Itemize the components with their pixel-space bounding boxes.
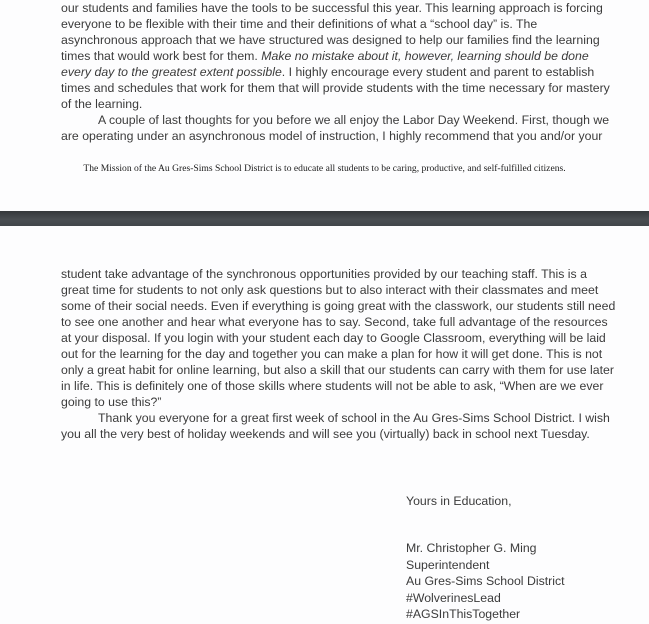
page1-paragraphs <box>61 0 610 144</box>
text-line: at your disposal. If you login with your student each day to Google Classroom, everything will be laid <box>61 331 606 345</box>
text-line: everyone to be flexible with their time and their definitions of what a “school day” is. The <box>61 17 538 31</box>
text-line: great time for students to not only ask questions but to also interact with their classmates and meet <box>61 283 599 297</box>
text-line: #WolverinesLead <box>406 590 501 605</box>
text-line: only a great habit for online learning, but also a skill that our students can carry with them for use later <box>61 363 614 377</box>
document-page-2 <box>0 226 649 624</box>
text-line: in life. This is definitely one of those skills where students will not be able to ask, “When are we ever <box>61 379 604 393</box>
text-line: our students and families have the tools to be successful this year. This learning approach is forcing <box>61 1 603 15</box>
text-line: asynchronous approach that we have structured was designed to help our families find the learning <box>61 33 600 47</box>
text-line: every day to the greatest extent possible. I highly encourage every student and parent to establish <box>61 65 595 79</box>
text-line: Au Gres-Sims School District <box>406 574 565 588</box>
text-line: times and schedules that work for them that will provide students with the time necessary for mastery <box>61 81 610 95</box>
text-line: to see one another and hear what everyone has to say. Second, take full advantage of the resources <box>61 315 608 329</box>
text-line: Superintendent <box>406 557 490 572</box>
text-line: A couple of last thoughts for you before we all enjoy the Labor Day Weekend. First, though we <box>98 113 610 127</box>
text-line: are operating under an asynchronous model of instruction, I highly recommend that you and/or your <box>61 129 603 143</box>
text-line: student take advantage of the synchronous opportunities provided by our teaching staff. This is a <box>61 267 587 281</box>
text-line: times that would work best for them. Make no mistake about it, however, learning should be done <box>61 49 589 63</box>
text-line: #AGSInThisTogether <box>406 607 521 621</box>
text-line: going to use this?” <box>61 395 162 409</box>
mission-statement-footer: The Mission of the Au Gres-Sims School District is to educate all students to be caring, productive, and self-fulfilled citizens. <box>83 163 566 174</box>
text-line: some of their social needs. Even if everything is going great with the classwork, our students still need <box>61 299 616 313</box>
page-gap-separator <box>0 211 649 226</box>
letter-closing: Yours in Education, <box>406 494 512 508</box>
signature-block <box>406 540 565 623</box>
text-line: of the learning. <box>61 97 143 111</box>
text-line: Thank you everyone for a great first week of school in the Au Gres-Sims School District. I wish <box>98 411 610 425</box>
text-line: out for the learning for the day and together you can make a plan for how it will get done. This is not <box>61 347 603 361</box>
document-page-1 <box>0 0 649 211</box>
text-line: Mr. Christopher G. Ming <box>406 541 537 555</box>
page2-paragraphs <box>61 266 615 442</box>
text-line: you all the very best of holiday weekends and will see you (virtually) back in school next Tuesday. <box>61 427 590 441</box>
